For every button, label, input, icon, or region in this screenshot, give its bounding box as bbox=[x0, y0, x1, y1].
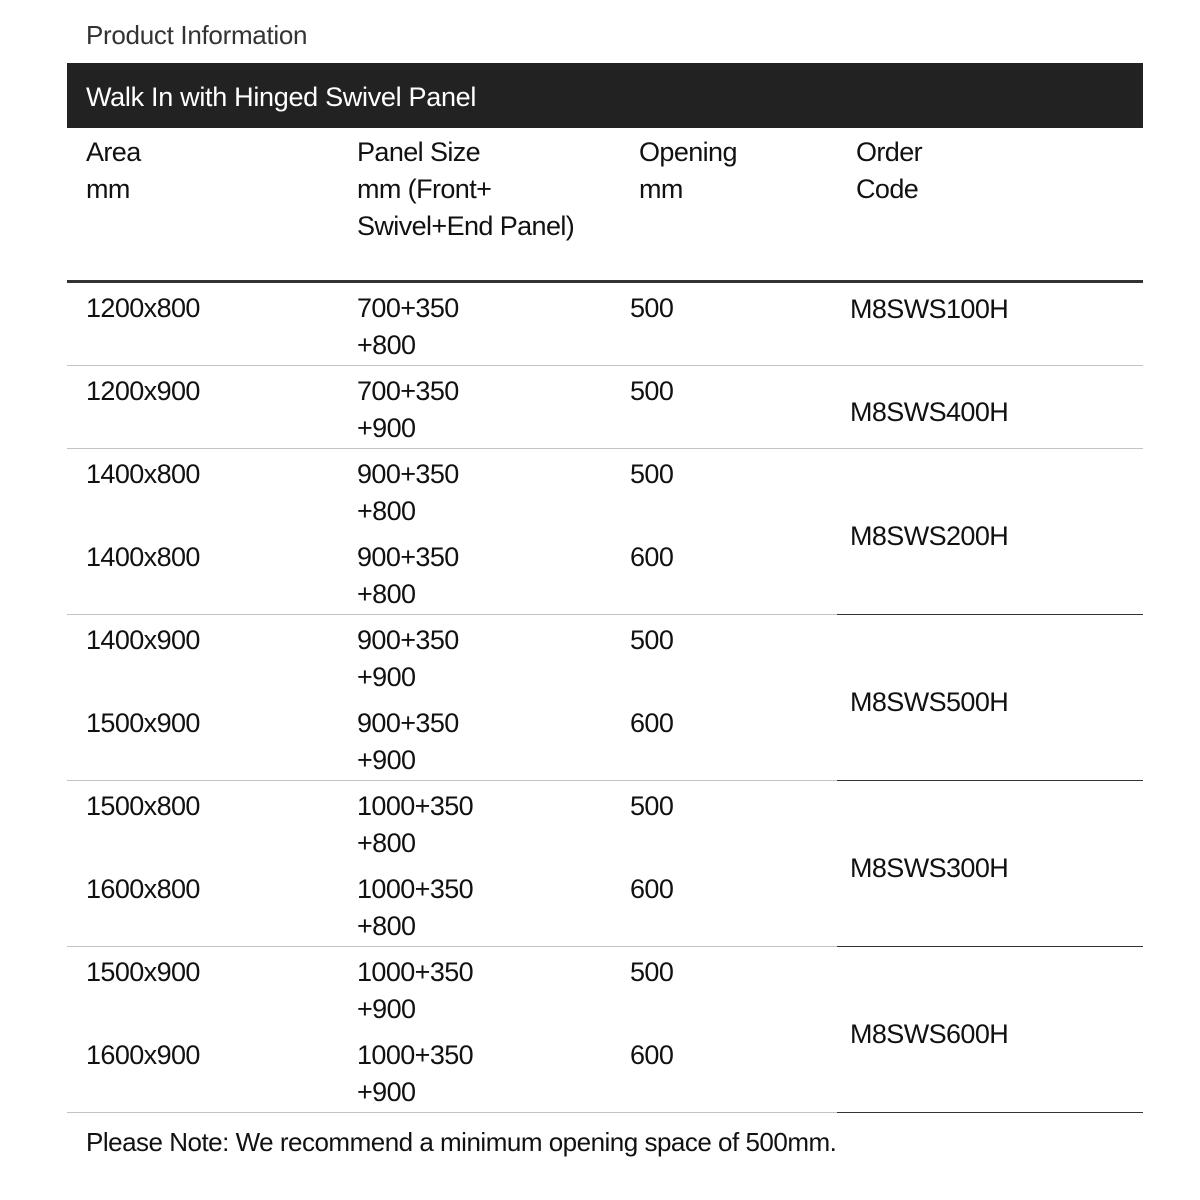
panel-size-line: 900+350 bbox=[357, 459, 459, 489]
panel-size-line: +900 bbox=[357, 413, 416, 443]
panel-size-line: +800 bbox=[357, 496, 416, 526]
panel-size-cell bbox=[357, 456, 459, 530]
opening-cell: 600 bbox=[630, 1040, 674, 1070]
order-code-cell: M8SWS200H bbox=[850, 521, 1009, 551]
opening-cell: 600 bbox=[630, 708, 674, 738]
row-divider bbox=[67, 1112, 837, 1113]
area-cell: 1600x900 bbox=[86, 1040, 200, 1070]
panel-size-cell bbox=[357, 290, 459, 364]
order-code-cell: M8SWS500H bbox=[850, 687, 1009, 717]
panel-size-cell bbox=[357, 788, 473, 862]
opening-cell: 600 bbox=[630, 874, 674, 904]
header-line: Opening bbox=[639, 137, 737, 167]
header-order-code bbox=[856, 134, 922, 208]
header-line: Order bbox=[856, 137, 923, 167]
order-code-cell: M8SWS100H bbox=[850, 294, 1009, 324]
panel-size-line: +800 bbox=[357, 579, 416, 609]
header-line: Area bbox=[86, 137, 141, 167]
header-line: Panel Size bbox=[357, 137, 481, 167]
panel-size-line: +900 bbox=[357, 994, 416, 1024]
header-panel-size bbox=[357, 134, 574, 245]
area-cell: 1400x900 bbox=[86, 625, 200, 655]
area-cell: 1400x800 bbox=[86, 542, 200, 572]
panel-size-line: 900+350 bbox=[357, 708, 459, 738]
area-cell: 1200x800 bbox=[86, 293, 200, 323]
panel-size-line: 1000+350 bbox=[357, 1040, 474, 1070]
panel-size-cell bbox=[357, 1037, 473, 1111]
order-code-cell: M8SWS300H bbox=[850, 853, 1009, 883]
panel-size-line: +800 bbox=[357, 330, 416, 360]
header-line: mm bbox=[86, 174, 130, 204]
opening-cell: 500 bbox=[630, 957, 674, 987]
row-divider bbox=[67, 780, 837, 781]
panel-size-line: +900 bbox=[357, 1077, 416, 1107]
panel-size-line: 900+350 bbox=[357, 542, 459, 572]
opening-cell: 500 bbox=[630, 293, 674, 323]
header-line: Swivel+End Panel) bbox=[357, 211, 575, 241]
row-divider bbox=[67, 365, 1143, 366]
order-code-cell: M8SWS400H bbox=[850, 396, 1009, 427]
area-cell: 1500x900 bbox=[86, 708, 200, 738]
header-divider bbox=[67, 280, 1143, 283]
header-line: mm (Front+ bbox=[357, 174, 492, 204]
area-cell: 1600x800 bbox=[86, 874, 200, 904]
panel-size-line: 1000+350 bbox=[357, 791, 474, 821]
opening-cell: 500 bbox=[630, 791, 674, 821]
panel-size-cell bbox=[357, 622, 459, 696]
panel-size-cell bbox=[357, 705, 459, 779]
row-divider bbox=[67, 946, 837, 947]
panel-size-line: 900+350 bbox=[357, 625, 459, 655]
order-code-cell: M8SWS600H bbox=[850, 1019, 1009, 1049]
panel-size-cell bbox=[357, 871, 473, 945]
header-opening bbox=[639, 134, 737, 208]
panel-size-cell bbox=[357, 539, 459, 613]
table-title: Walk In with Hinged Swivel Panel bbox=[86, 82, 477, 112]
area-cell: 1200x900 bbox=[86, 376, 200, 406]
opening-cell: 600 bbox=[630, 542, 674, 572]
row-divider bbox=[67, 614, 837, 615]
panel-size-line: 1000+350 bbox=[357, 957, 474, 987]
panel-size-line: 700+350 bbox=[357, 376, 459, 406]
opening-cell: 500 bbox=[630, 376, 674, 406]
opening-cell: 500 bbox=[630, 459, 674, 489]
header-line: mm bbox=[639, 174, 683, 204]
code-divider bbox=[837, 946, 1143, 947]
table-title-bar bbox=[67, 63, 1143, 128]
panel-size-line: +900 bbox=[357, 745, 416, 775]
code-divider bbox=[837, 614, 1143, 615]
area-cell: 1500x800 bbox=[86, 791, 200, 821]
row-divider bbox=[67, 448, 1143, 449]
header-area bbox=[86, 134, 141, 208]
area-cell: 1400x800 bbox=[86, 459, 200, 489]
area-cell: 1500x900 bbox=[86, 957, 200, 987]
footnote: Please Note: We recommend a minimum opening space of 500mm. bbox=[86, 1127, 837, 1157]
panel-size-line: 1000+350 bbox=[357, 874, 474, 904]
code-divider bbox=[837, 780, 1143, 781]
panel-size-cell bbox=[357, 373, 459, 447]
code-divider bbox=[837, 1112, 1143, 1113]
header-line: Code bbox=[856, 174, 919, 204]
panel-size-line: +800 bbox=[357, 911, 416, 941]
panel-size-line: 700+350 bbox=[357, 293, 459, 323]
panel-size-cell bbox=[357, 954, 473, 1028]
page-title: Product Information bbox=[86, 20, 308, 50]
panel-size-line: +900 bbox=[357, 662, 416, 692]
opening-cell: 500 bbox=[630, 625, 674, 655]
panel-size-line: +800 bbox=[357, 828, 416, 858]
